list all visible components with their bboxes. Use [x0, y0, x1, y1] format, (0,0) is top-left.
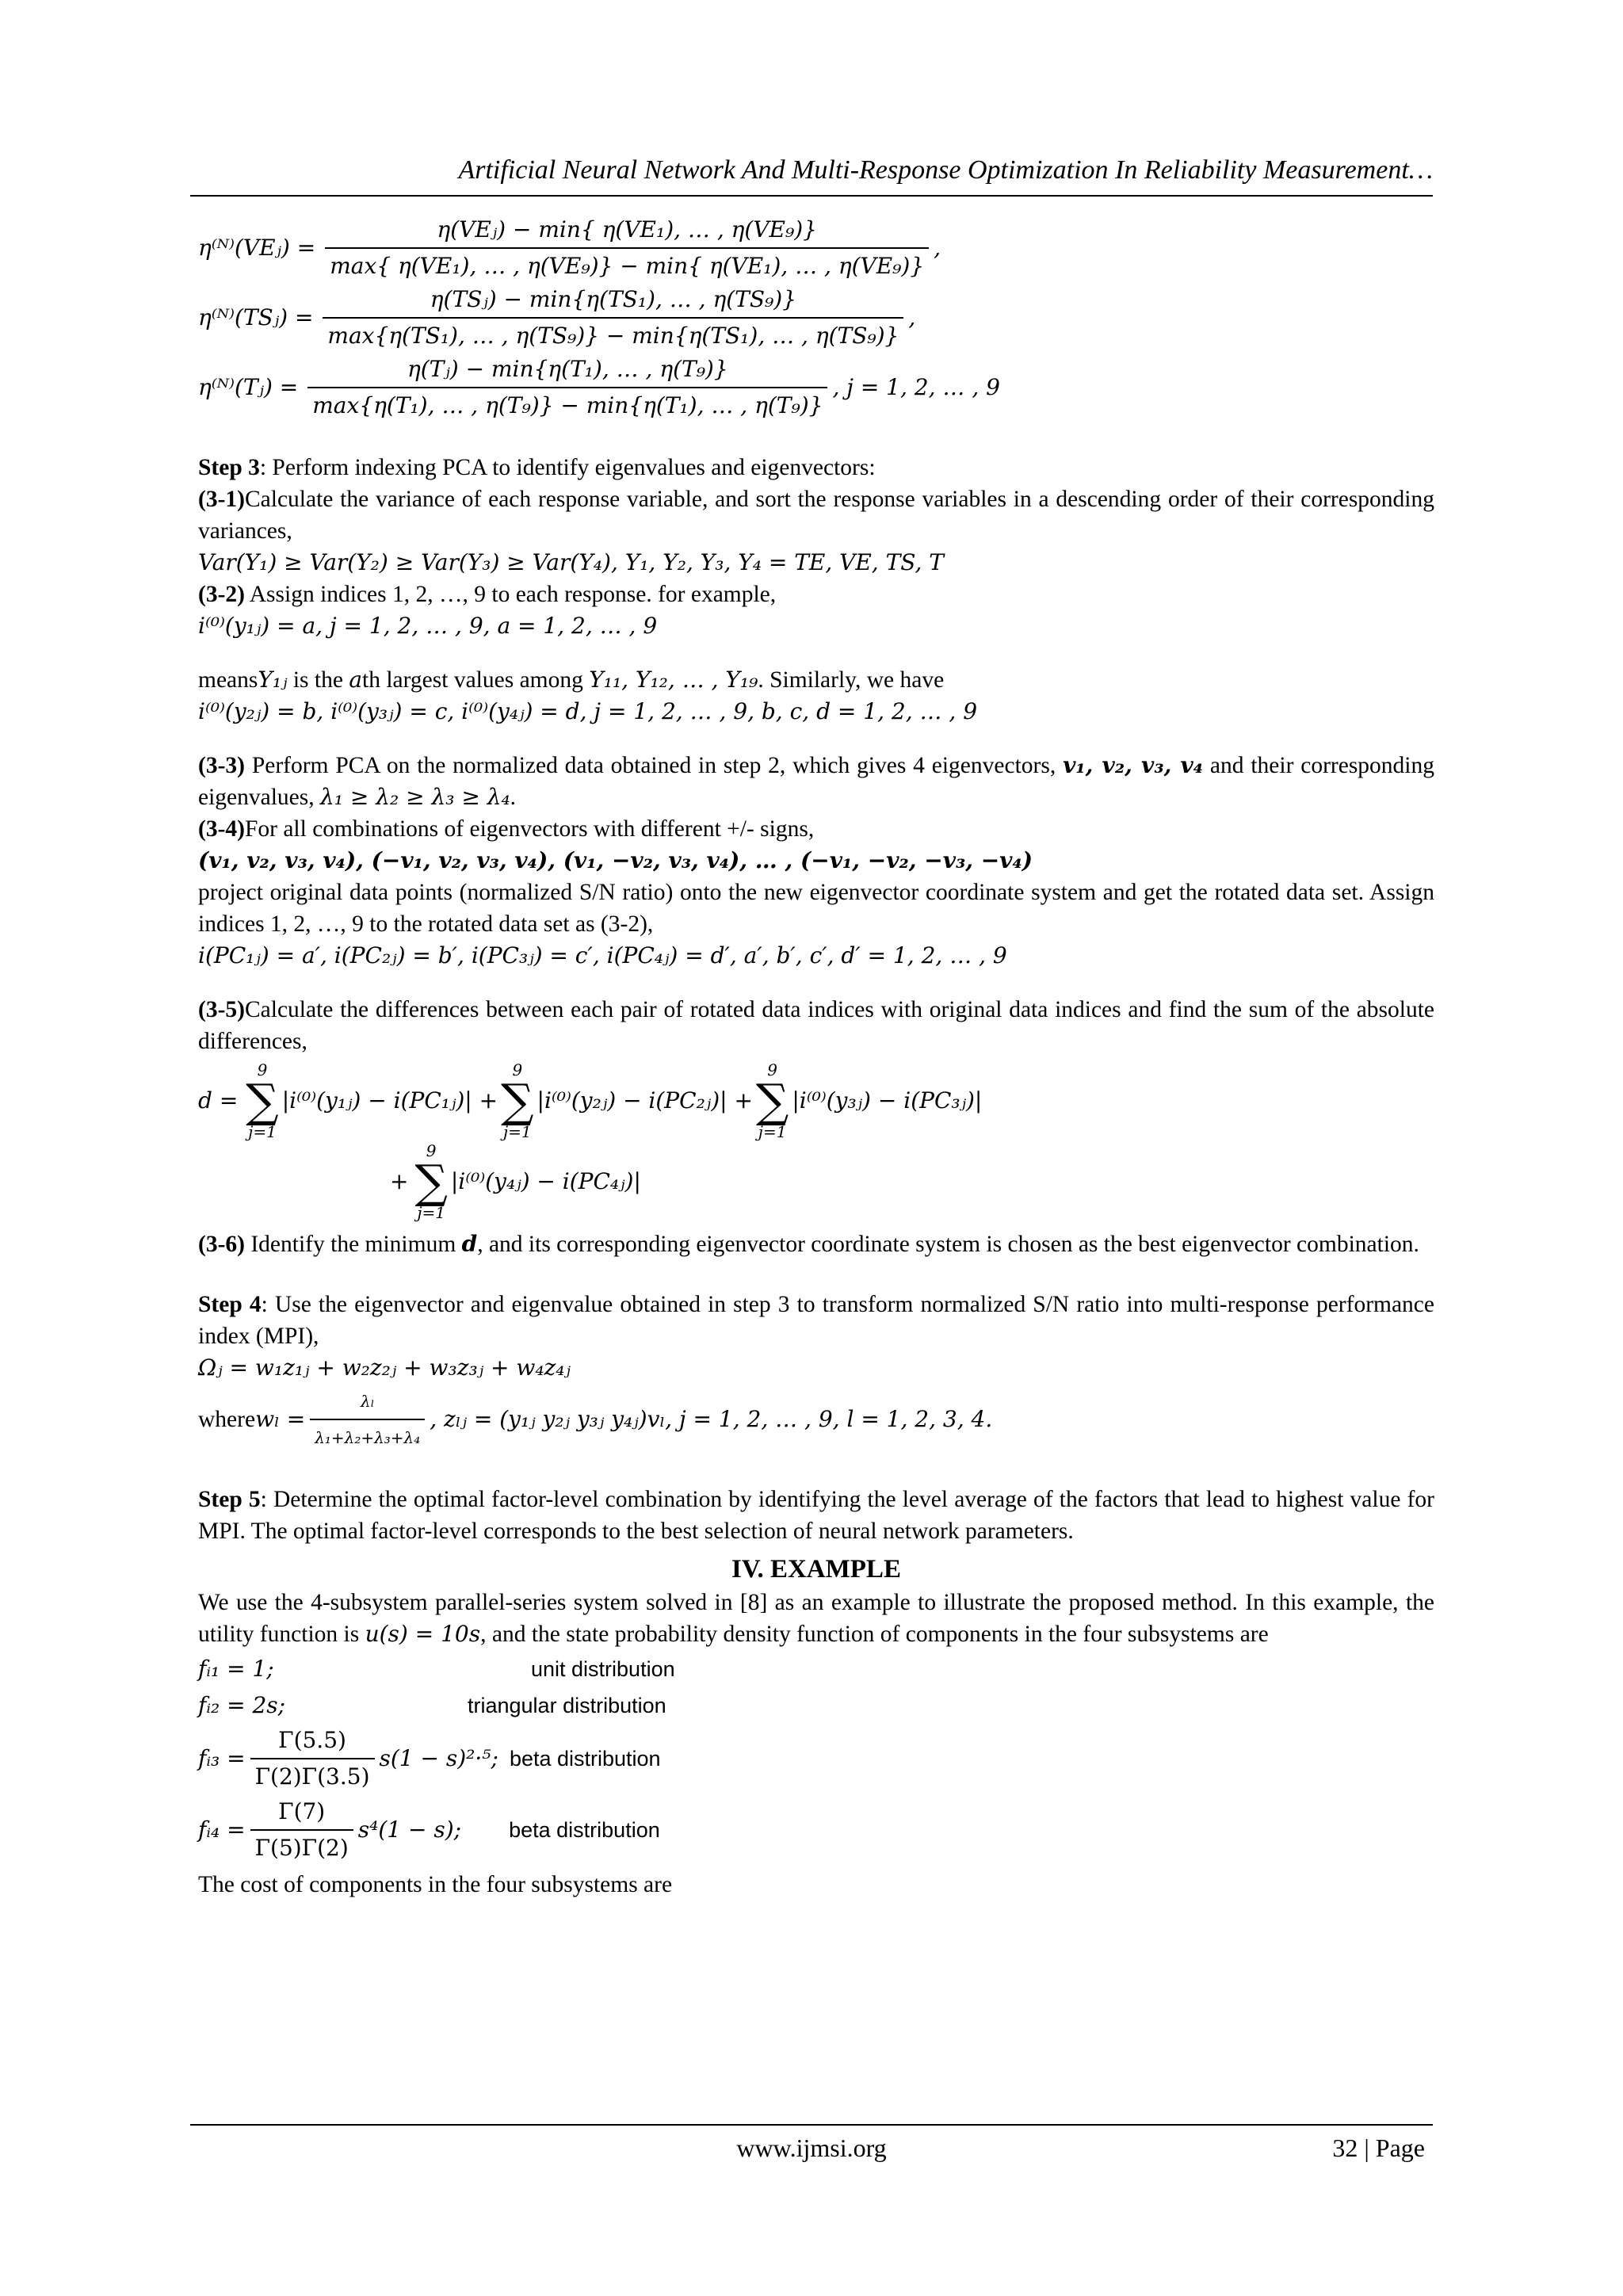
distribution-fi2: fᵢ₂ = 2s; triangular distribution — [198, 1692, 666, 1718]
step3-4-projection-paragraph: project original data points (normalized S/N ratio) onto the new eigenvector coordinate system and get the rotated data set. Assign indices 1, 2, …, 9 to the rotated data set as (3-2), — [198, 880, 1434, 937]
step3-paragraph: Step 3: Perform indexing PCA to identify eigenvalues and eigenvectors: — [198, 455, 876, 480]
step4-paragraph: Step 4: Use the eigenvector and eigenvalue obtained in step 3 to transform normalized S/N ratio into multi-response performance index (MPI), — [198, 1292, 1434, 1349]
distribution-fi1: fᵢ₁ = 1; unit distribution — [198, 1656, 675, 1682]
distribution-fi3: fᵢ₃ = $\frac{\Gamma(5.5)}{\Gamma(2)\Gamma(3.5)}$ s(1 − s)²·⁵; beta distribution — [198, 1725, 1434, 1793]
step5-paragraph: Step 5: Determine the optimal factor-level combination by identifying the level average of the factors that lead to highest value for MPI. The optimal factor-level corresponds to the best selection of neural network parameters. — [198, 1487, 1434, 1544]
mpi-equation: Ωⱼ = w₁z₁ⱼ + w₂z₂ⱼ + w₃z₃ⱼ + w₄z₄ⱼ — [198, 1354, 571, 1381]
equation-norm-t: η⁽ᴺ⁾(Tⱼ) = $\frac{\text{η(Tⱼ) − min\{η(T₁), … , η(T₉)\}}}{\text{max\{η(T₁), … , η(T₉)\} − min\{η(T₁), … , η(T₉)\}}}$ , j = 1, 2, … , 9 — [198, 353, 1434, 422]
page-footer — [190, 2124, 1433, 2173]
running-title: Artificial Neural Network And Multi-Response Optimization In Reliability Measurement… — [458, 155, 1433, 185]
step3-3-paragraph: (3-3) Perform PCA on the normalized data obtained in step 2, which gives 4 eigenvectors, v₁, v₂, v₃, v₄ and their corresponding eigenvalues, λ₁ ≥ λ₂ ≥ λ₃ ≥ λ₄. — [198, 752, 1435, 810]
page-number: 32 | Page — [1332, 2134, 1425, 2162]
example-paragraph: We use the 4-subsystem parallel-series system solved in [8] as an example to illustrate the proposed method. In this example, the utility function is u(s) = 10s, and the state probability density function of components in the four subsystems are — [198, 1590, 1434, 1647]
weights-equation: where wₗ = $\frac{\text{λₗ}}{\text{λ₁+λ₂+λ₃+λ₄}}$ , zₗⱼ = (y₁ⱼ y₂ⱼ y₃ⱼ y₄ⱼ)vₗ, j = 1, 2, … , 9, l = 1, 2, 3, 4. — [198, 1385, 1434, 1454]
step3-5-paragraph: (3-5)Calculate the differences between each pair of rotated data indices with original data indices and find the sum of the absolute differences, — [198, 997, 1434, 1054]
section-heading-example: IV. EXAMPLE — [731, 1555, 901, 1584]
cost-paragraph: The cost of components in the four subsystems are — [198, 1872, 673, 1897]
equation-d-line1: d = 9 ∑ j=1 |i⁽⁰⁾(y₁ⱼ) − i(PC₁ⱼ)| + 9 ∑ j=1 |i⁽⁰⁾(y₂ⱼ) − i(PC₂ⱼ)| + 9 ∑ j=1 |i⁽⁰⁾(y₃ⱼ) − i(PC₃ⱼ)| — [198, 1060, 983, 1141]
step3-1-paragraph: (3-1)Calculate the variance of each response variable, and sort the response variables in a descending order of their corresponding variances, — [198, 487, 1434, 544]
equation-norm-ts: η⁽ᴺ⁾(TSⱼ) = $\frac{\text{η(TSⱼ) − min\{η(TS₁), … , η(TS₉)\}}}{\text{max\{η(TS₁), … , η(TS₉)\} − min\{η(TS₁), … , η(TS₉)\}}}$ , — [198, 284, 1434, 352]
equation-d-line2: + 9 ∑ j=1 |i⁽⁰⁾(y₄ⱼ) − i(PC₄ⱼ)| — [390, 1141, 641, 1222]
means-paragraph: meansY₁ⱼ is the ath largest values among Y₁₁, Y₁₂, … , Y₁₉. Similarly, we have — [198, 667, 945, 693]
equation-norm-ve: η⁽ᴺ⁾(VEⱼ) = $\frac{\text{η(VEⱼ) − min\{ η(VE₁), … , η(VE₉)\}}}{\text{max\{ η(VE₁), … , η(VE₉)\} − min\{ η(VE₁), … , η(VE₉)\}}}$ , — [198, 214, 1434, 282]
journal-url[interactable]: www.ijmsi.org — [736, 2134, 887, 2162]
variance-order-equation: Var(Y₁) ≥ Var(Y₂) ≥ Var(Y₃) ≥ Var(Y₄), Y₁, Y₂, Y₃, Y₄ = TE, VE, TS, T — [198, 549, 944, 575]
distribution-fi4: fᵢ₄ = $\frac{\Gamma(7)}{\Gamma(5)\Gamma(2)}$ s⁴(1 − s); beta distribution — [198, 1796, 1434, 1864]
rotated-index-equation: i(PC₁ⱼ) = a′, i(PC₂ⱼ) = b′, i(PC₃ⱼ) = c′, i(PC₄ⱼ) = d′, a′, b′, c′, d′ = 1, 2, … , 9 — [198, 942, 1007, 968]
step3-4-paragraph: (3-4)For all combinations of eigenvectors with different +/- signs, — [198, 816, 815, 842]
step3-2-paragraph: (3-2) Assign indices 1, 2, …, 9 to each response. for example, — [198, 582, 777, 607]
index-rest-equation: i⁽⁰⁾(y₂ⱼ) = b, i⁽⁰⁾(y₃ⱼ) = c, i⁽⁰⁾(y₄ⱼ) = d, j = 1, 2, … , 9, b, c, d = 1, 2, … , 9 — [198, 698, 978, 724]
sign-combinations-equation: (v₁, v₂, v₃, v₄), (−v₁, v₂, v₃, v₄), (v₁, −v₂, v₃, v₄), … , (−v₁, −v₂, −v₃, −v₄) — [198, 847, 1033, 873]
page-body — [198, 212, 1434, 1901]
index-y1-equation: i⁽⁰⁾(y₁ⱼ) = a, j = 1, 2, … , 9, a = 1, 2, … , 9 — [198, 613, 658, 639]
step3-6-paragraph: (3-6) Identify the minimum d, and its corresponding eigenvector coordinate system is chosen as the best eigenvector combination. — [198, 1231, 1419, 1257]
running-header — [190, 151, 1433, 197]
